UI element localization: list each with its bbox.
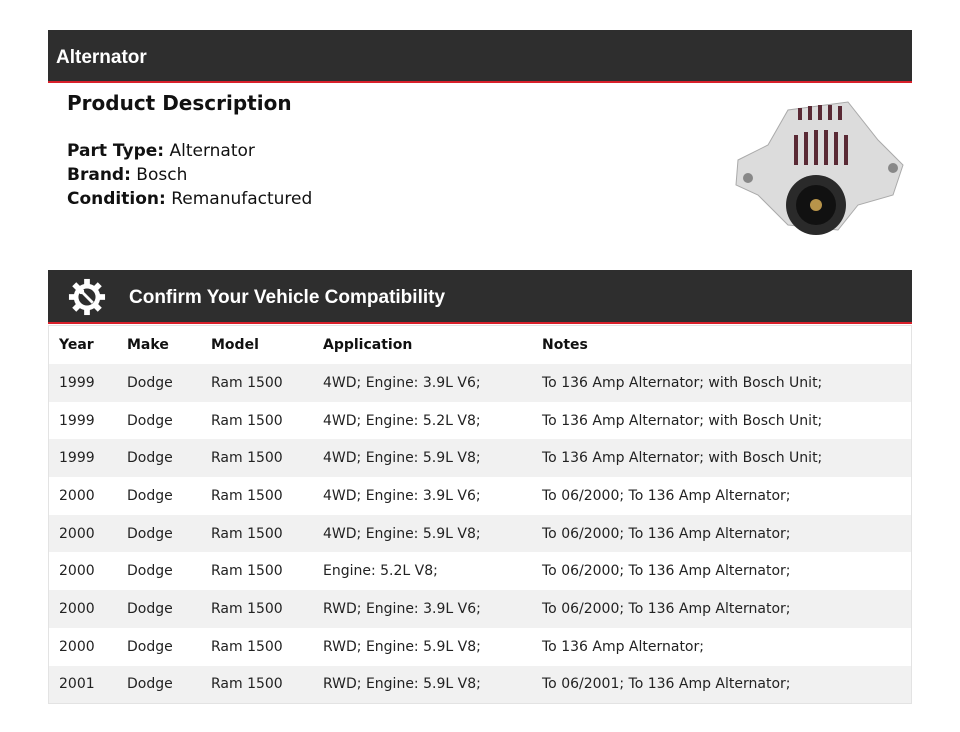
cell-make: Dodge — [127, 563, 173, 580]
cell-make: Dodge — [127, 676, 173, 693]
cell-application: RWD; Engine: 5.9L V8; — [323, 676, 481, 693]
cell-application: Engine: 5.2L V8; — [323, 563, 438, 580]
table-row — [49, 666, 912, 704]
product-description-heading: Product Description — [67, 91, 292, 115]
cell-year: 2000 — [59, 563, 95, 580]
cell-year: 2000 — [59, 487, 95, 504]
cell-make: Dodge — [127, 374, 173, 391]
title-bar — [48, 30, 912, 83]
cell-application: RWD; Engine: 3.9L V6; — [323, 600, 481, 617]
cell-notes: To 06/2001; To 136 Amp Alternator; — [542, 676, 791, 693]
cell-make: Dodge — [127, 638, 173, 655]
cell-model: Ram 1500 — [211, 563, 283, 580]
cell-year: 1999 — [59, 450, 95, 467]
table-row — [49, 439, 912, 477]
cell-year: 2000 — [59, 600, 95, 617]
cell-year: 2001 — [59, 676, 95, 693]
col-notes: Notes — [542, 337, 588, 353]
table-header-row — [49, 326, 912, 365]
cell-application: 4WD; Engine: 3.9L V6; — [323, 487, 481, 504]
col-year: Year — [59, 337, 94, 353]
spec-value: Bosch — [136, 165, 188, 185]
spec-label: Condition: — [67, 189, 166, 209]
cell-notes: To 136 Amp Alternator; with Bosch Unit; — [542, 450, 823, 467]
cell-year: 1999 — [59, 412, 95, 429]
cell-year: 2000 — [59, 638, 95, 655]
cell-notes: To 06/2000; To 136 Amp Alternator; — [542, 525, 791, 542]
cell-notes: To 06/2000; To 136 Amp Alternator; — [542, 600, 791, 617]
cell-model: Ram 1500 — [211, 638, 283, 655]
cell-year: 2000 — [59, 525, 95, 542]
cell-model: Ram 1500 — [211, 487, 283, 504]
page-title: Alternator — [56, 47, 147, 68]
cell-model: Ram 1500 — [211, 450, 283, 467]
cell-year: 1999 — [59, 374, 95, 391]
cell-notes: To 136 Amp Alternator; — [542, 638, 704, 655]
cell-application: 4WD; Engine: 5.2L V8; — [323, 412, 481, 429]
cell-application: RWD; Engine: 5.9L V8; — [323, 638, 481, 655]
table-row — [49, 590, 912, 628]
cell-notes: To 136 Amp Alternator; with Bosch Unit; — [542, 374, 823, 391]
compatibility-header — [48, 270, 912, 324]
cell-model: Ram 1500 — [211, 676, 283, 693]
cell-notes: To 06/2000; To 136 Amp Alternator; — [542, 487, 791, 504]
spec-label: Part Type: — [67, 141, 165, 161]
spec-part-type — [67, 141, 255, 161]
cell-model: Ram 1500 — [211, 374, 283, 391]
col-model: Model — [211, 337, 259, 353]
table-row — [49, 628, 912, 666]
cell-notes: To 136 Amp Alternator; with Bosch Unit; — [542, 412, 823, 429]
cell-make: Dodge — [127, 525, 173, 542]
table-row — [49, 477, 912, 515]
gear-wrench-icon — [68, 278, 106, 316]
col-application: Application — [323, 337, 413, 353]
cell-model: Ram 1500 — [211, 412, 283, 429]
cell-notes: To 06/2000; To 136 Amp Alternator; — [542, 563, 791, 580]
cell-make: Dodge — [127, 600, 173, 617]
table-row — [49, 364, 912, 402]
cell-make: Dodge — [127, 412, 173, 429]
compatibility-table — [48, 325, 912, 704]
cell-application: 4WD; Engine: 5.9L V8; — [323, 525, 481, 542]
spec-value: Alternator — [169, 141, 255, 161]
cell-make: Dodge — [127, 450, 173, 467]
spec-label: Brand: — [67, 165, 131, 185]
cell-make: Dodge — [127, 487, 173, 504]
spec-brand — [67, 165, 187, 185]
cell-application: 4WD; Engine: 3.9L V6; — [323, 374, 481, 391]
col-make: Make — [127, 337, 169, 353]
alternator-product-image — [728, 90, 908, 240]
cell-model: Ram 1500 — [211, 600, 283, 617]
cell-model: Ram 1500 — [211, 525, 283, 542]
cell-application: 4WD; Engine: 5.9L V8; — [323, 450, 481, 467]
table-row — [49, 515, 912, 553]
compatibility-title: Confirm Your Vehicle Compatibility — [129, 287, 446, 308]
spec-value: Remanufactured — [171, 189, 313, 209]
table-row — [49, 552, 912, 590]
spec-condition — [67, 189, 312, 209]
table-row — [49, 402, 912, 440]
